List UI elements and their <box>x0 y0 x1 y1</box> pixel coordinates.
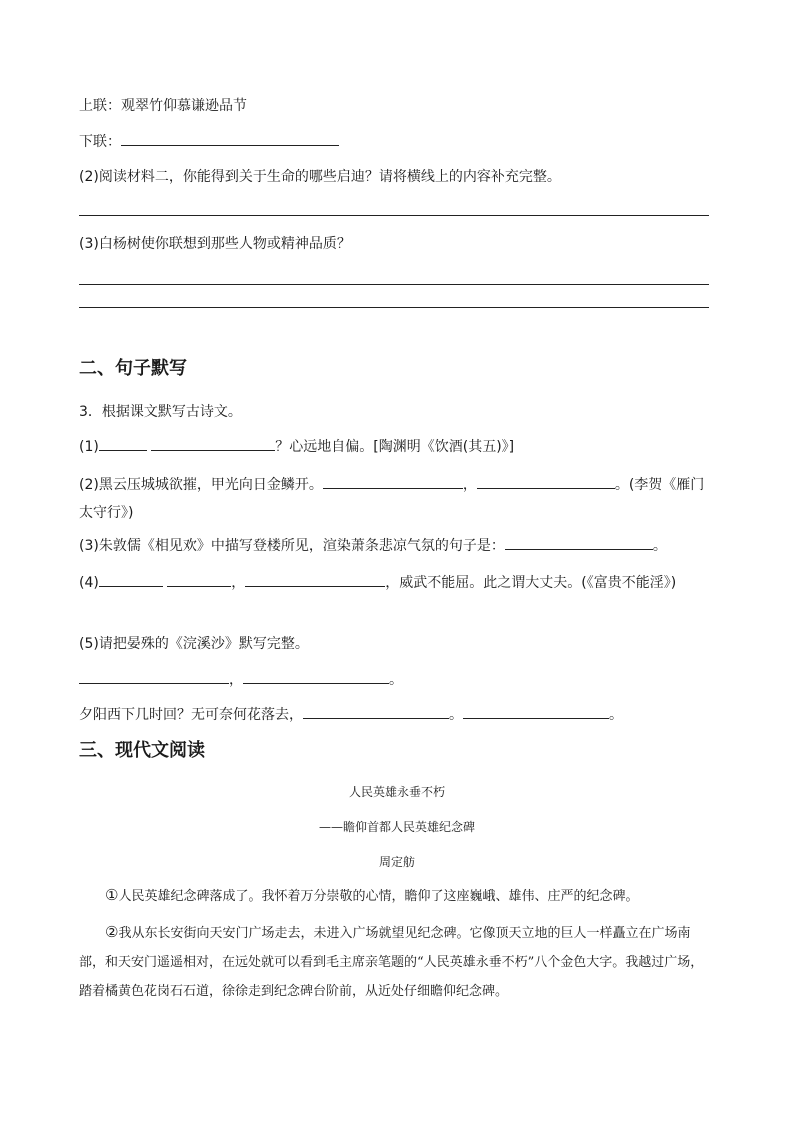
recite-item-5: (5)请把晏殊的《浣溪沙》默写完整。 <box>79 636 309 652</box>
answer-blank[interactable] <box>505 535 653 550</box>
question-sub-2: (2)阅读材料二，你能得到关于生命的哪些启迪？请将横线上的内容补充完整。 <box>79 169 561 185</box>
section-heading-3: 三、现代文阅读 <box>79 740 205 761</box>
recite-item-3: (3)朱敦儒《相见欢》中描写登楼所见，渲染萧条悲凉气氛的句子是： 。 <box>79 535 667 556</box>
answer-blank[interactable] <box>79 669 229 684</box>
answer-blank[interactable] <box>99 436 147 451</box>
recite-item-4: (4) ， ，威武不能屈。此之谓大丈夫。(《富贵不能淫》) <box>79 569 709 597</box>
answer-blank[interactable] <box>243 669 389 684</box>
article-paragraph-1: ①人民英雄纪念碑落成了。我怀着万分崇敬的心情，瞻仰了这座巍峨、雄伟、庄严的纪念碑。 <box>105 886 639 904</box>
question-3: 3．根据课文默写古诗文。 <box>79 404 242 420</box>
recite-item-2: (2)黑云压城城欲摧，甲光向日金鳞开。 ， 。(李贺《雁门太守行》) <box>79 471 709 527</box>
couplet-lower-label: 下联： <box>79 134 121 150</box>
recite-item-5-line-2: 夕阳西下几时回？无可奈何花落去， 。 。 <box>79 704 623 725</box>
paragraph-number: ② <box>105 923 119 941</box>
answer-line[interactable] <box>79 215 709 216</box>
recite-item-5-line-1: ， 。 <box>79 669 403 690</box>
paragraph-number: ① <box>105 886 119 904</box>
answer-line[interactable] <box>79 284 709 285</box>
answer-line[interactable] <box>79 307 709 308</box>
article-subtitle: ——瞻仰首都人民英雄纪念碑 <box>318 820 475 834</box>
answer-blank[interactable] <box>477 474 615 489</box>
answer-blank[interactable] <box>99 572 163 587</box>
answer-blank[interactable] <box>245 572 385 587</box>
answer-blank[interactable] <box>151 436 275 451</box>
answer-blank[interactable] <box>303 704 449 719</box>
couplet-lower <box>79 131 339 152</box>
question-sub-3: (3)白杨树使你联想到那些人物或精神品质？ <box>79 236 351 252</box>
answer-blank[interactable] <box>121 131 339 146</box>
answer-blank[interactable] <box>167 572 231 587</box>
section-heading-2: 二、句子默写 <box>79 358 187 379</box>
article-author: 周定舫 <box>378 855 415 869</box>
answer-blank[interactable] <box>463 704 609 719</box>
article-title: 人民英雄永垂不朽 <box>348 785 445 799</box>
couplet-upper: 上联：观翠竹仰慕谦逊品节 <box>79 98 247 114</box>
article-paragraph-2: ②我从东长安街向天安门广场走去，未进入广场就望见纪念碑。它像顶天立地的巨人一样矗立在广场南部，和天安门遥遥相对，在远处就可以看到毛主席亲笔题的“人民英雄永垂不朽”八个金色大字。我越过广场，踏着橘黄色花岗石石道，徐徐走到纪念碑台阶前，从近处仔细瞻仰纪念碑。 <box>79 923 704 999</box>
recite-item-1: (1) ？心远地自偏。[陶渊明《饮酒(其五)》] <box>79 436 514 457</box>
answer-blank[interactable] <box>323 474 463 489</box>
